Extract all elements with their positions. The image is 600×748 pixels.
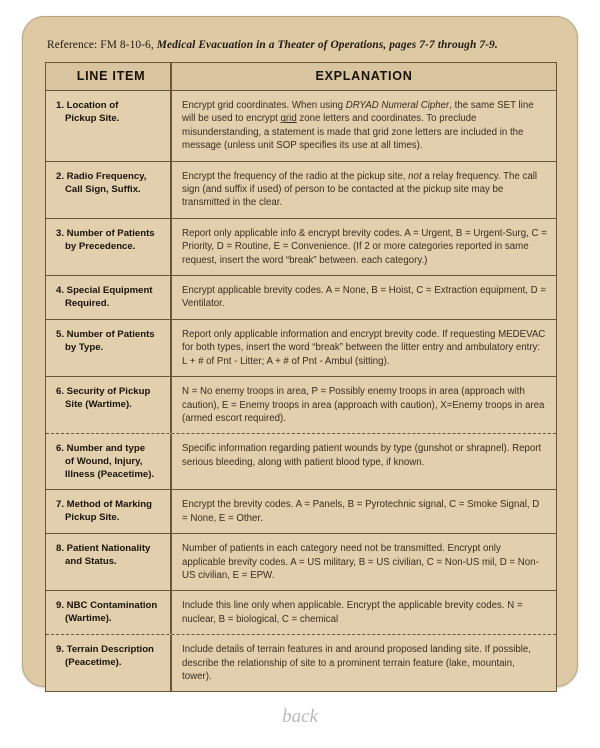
line-item-label-line2: Required. [65,298,110,310]
line-item-label-line1: 2. Radio Frequency, [56,170,147,182]
medevac-line-item-table [45,62,557,692]
explanation-text: Include details of terrain features in and around proposed landing site. If possible, describe the relationship of site to a prominent terrain feature (lake, mountain, tower). [172,635,556,691]
table-row [46,219,556,276]
explanation-text: Encrypt the frequency of the radio at the pickup site, not a relay frequency. The call sign (and suffix if used) of person to be contacted at the pickup site may be transmitted in the clear. [172,162,556,218]
line-item-label-line2: Call Sign, Suffix. [65,183,141,195]
table-header-row [46,63,556,91]
column-header-explanation: EXPLANATION [315,69,413,83]
table-row [46,434,556,490]
explanation-text: Encrypt grid coordinates. When using DRYAD Numeral Cipher, the same SET line will be used to encrypt grid zone letters and coordinates. To preclude misunderstanding, a statement is made that grid zone letters are included in the message (unless unit SOP specifies its use at all times). [172,91,556,161]
table-row [46,276,556,320]
line-item-label-line1: 6. Number and type [56,443,146,455]
line-item-label-line1: 3. Number of Patients [56,227,155,239]
line-item-label-line1: 6. Security of Pickup [56,386,151,398]
line-item-label-line2: by Type. [65,341,104,353]
line-item-label-line1: 9. Terrain Description [56,644,154,656]
reference-card [22,16,578,687]
line-item-label-line1: 4. Special Equipment [56,285,153,297]
line-item-label-line2: (Wartime). [65,613,112,625]
line-item-label [46,434,172,489]
explanation-text: Include this line only when applicable. Encrypt the applicable brevity codes. N = nuclear, B = biological, C = chemical [172,591,556,634]
table-row [46,534,556,591]
table-row [46,162,556,219]
line-item-label-line2: Site (Wartime). [65,399,132,411]
table-row [46,490,556,534]
line-item-label [46,377,172,433]
reference-title: Medical Evacuation in a Theater of Operations, pages 7-7 through 7-9. [156,39,498,51]
table-row [46,591,556,635]
table-row [46,377,556,434]
line-item-label [46,91,172,161]
explanation-text: N = No enemy troops in area, P = Possibly enemy troops in area (approach with caution), E = Enemy troops in area (approach with caution), X=Enemy troops in area (armed escort required). [172,377,556,433]
line-item-label-line3: Illness (Peacetime). [65,469,155,481]
line-item-label [46,534,172,590]
line-item-label [46,219,172,275]
line-item-label-line1: 1. Location of [56,100,119,111]
line-item-label-line2: of Wound, Injury, [65,456,143,468]
line-item-label [46,591,172,634]
line-item-label [46,320,172,376]
line-item-label [46,490,172,533]
table-row [46,635,556,691]
explanation-text: Report only applicable information and encrypt brevity code. If requesting MEDEVAC for both types, insert the word “break” between the litter entry and ambulatory entry: L + # of Pnt - Litter; A + # of Pnt - Ambul (sitting). [172,320,556,376]
line-item-label-line1: 8. Patient Nationality [56,543,151,555]
explanation-text: Report only applicable info & encrypt brevity codes. A = Urgent, B = Urgent-Surg, C = Priority, D = Routine, E = Convenience. (If 2 or more categories reported in same request, insert the word “break” between. each category.) [172,219,556,275]
reference-citation [47,39,559,51]
reference-lead: Reference: FM 8-10-6, [47,39,157,51]
explanation-text: Encrypt the brevity codes. A = Panels, B = Pyrotechnic signal, C = Smoke Signal, D = None, E = Other. [172,490,556,533]
table-row [46,320,556,377]
line-item-label-line2: (Peacetime). [65,657,122,669]
line-item-label [46,162,172,218]
line-item-label [46,276,172,319]
explanation-text: Encrypt applicable brevity codes. A = None, B = Hoist, C = Extraction equipment, D = Ventilator. [172,276,556,319]
line-item-label-line2: by Precedence. [65,240,136,252]
explanation-text: Specific information regarding patient wounds by type (gunshot or shrapnel). Report serious bleeding, along with patient blood type, if known. [172,434,556,489]
column-header-line-item: LINE ITEM [46,63,172,90]
line-item-label-line2: Pickup Site. [65,113,120,124]
line-item-label-line1: 9. NBC Contamination [56,600,158,612]
line-item-label-line1: 7. Method of Marking [56,499,152,511]
explanation-text: Number of patients in each category need not be transmitted. Encrypt only applicable brevity codes. A = US military, B = US civilian, C = Non-US mil, D = Non-US civilian, E = EPW. [172,534,556,590]
line-item-label-line2: Pickup Site. [65,512,120,524]
card-side-label: back [282,706,318,727]
line-item-label-line1: 5. Number of Patients [56,328,155,340]
line-item-label-line2: and Status. [65,556,117,568]
table-row [46,91,556,162]
line-item-label [46,635,172,691]
